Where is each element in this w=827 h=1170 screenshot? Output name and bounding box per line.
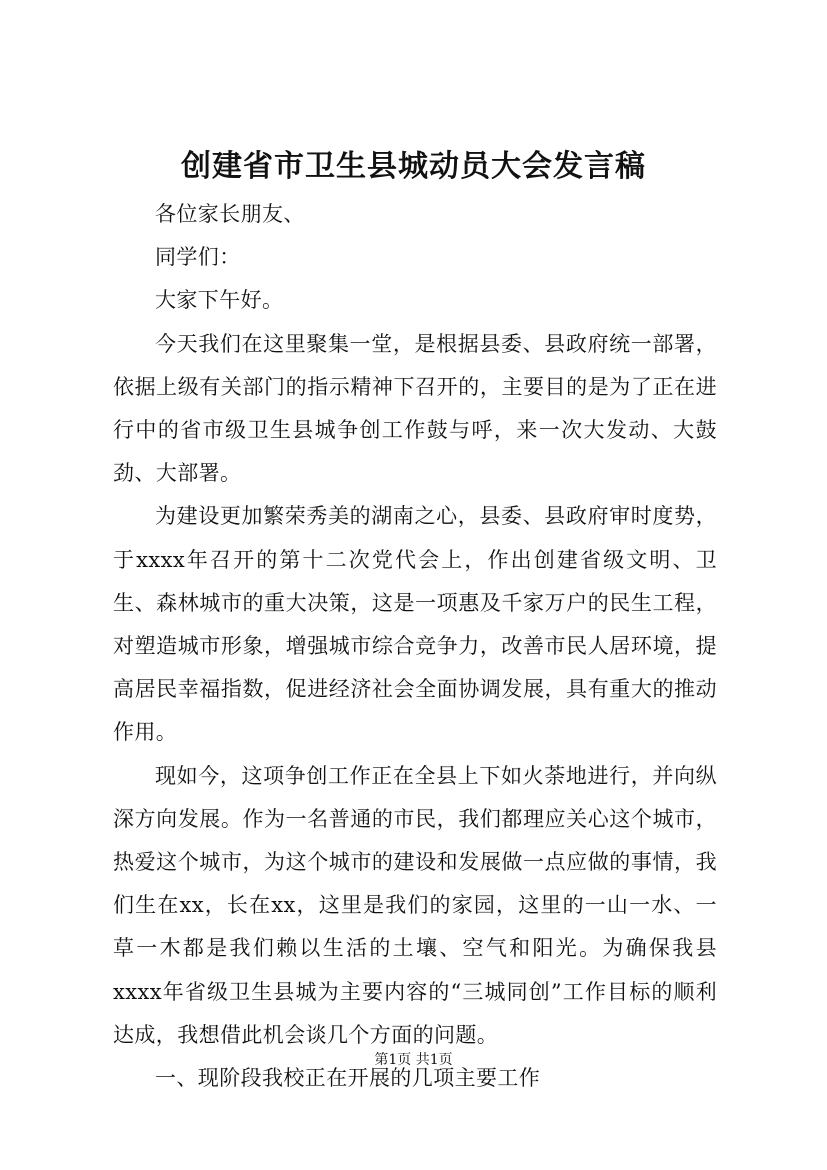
document-title: 创建省市卫生县城动员大会发言稿 [181,149,646,184]
page-footer: 第1页 共1页 [374,1052,453,1068]
greeting-line-1: 各位家长朋友、 [155,202,305,226]
document-body [113,193,717,1100]
paragraph-1: 今天我们在这里聚集一堂，是根据县委、县政府统一部署，依据上级有关部门的指示精神下召开的，主要目的是为了正在进行中的省市级卫生县城争创工作鼓与呼，来一次大发动、大鼓劲、大部署。 [113,331,717,486]
greeting-line-2: 同学们： [155,245,241,270]
paragraph-2: 为建设更加繁荣秀美的湖南之心，县委、县政府审时度势，于xxxx年召开的第十二次党代会上，作出创建省级文明、卫生、森林城市的重大决策，这是一项惠及千家万户的民生工程，对塑造城市形象，增强城市综合竞争力，改善市民人居环境，提高居民幸福指数，促进经济社会全面协调发展，具有重大的推动作用。 [113,504,717,745]
section-heading-1: 一、现阶段我校正在开展的几项主要工作 [155,1066,541,1091]
greeting-line-3: 大家下午好。 [155,288,284,313]
paragraph-3: 现如今，这项争创工作正在全县上下如火荼地进行，并向纵深方向发展。作为一名普通的市民，我们都理应关心这个城市，热爱这个城市，为这个城市的建设和发展做一点应做的事情，我们生在xx，长在xx，这里是我们的家园，这里的一山一水、一草一木都是我们赖以生活的土壤、空气和阳光。为确保我县xxxx年省级卫生县城为主要内容的“三城同创”工作目标的顺利达成，我想借此机会谈几个方面的问题。 [113,763,717,1047]
